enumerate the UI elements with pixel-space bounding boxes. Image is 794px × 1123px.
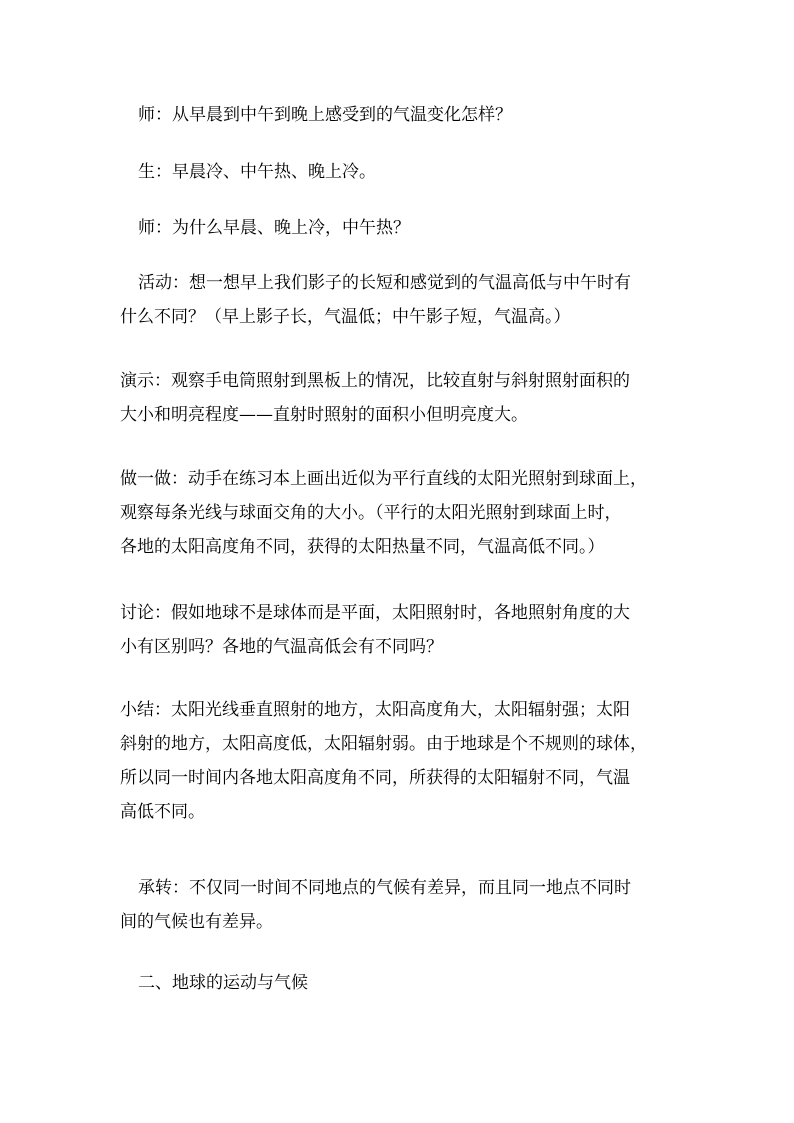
summary-paragraph [120,693,680,829]
text-line: 讨论：假如地球不是球体而是平面，太阳照射时，各地照射角度的大 [120,603,630,623]
demonstration-paragraph [120,364,680,432]
practice-paragraph [120,462,680,564]
transition-paragraph [120,871,680,939]
section-heading [120,966,680,1000]
text-line: 什么不同？（早上影子长，气温低；中午影子短，气温高。） [120,307,571,327]
text-line: 做一做：动手在练习本上画出近似为平行直线的太阳光照射到球面上， [120,469,647,489]
text-line: 小有区别吗？各地的气温高低会有不同吗？ [120,637,443,657]
text-line: 师：为什么早晨、晚上冷，中午热？ [138,218,410,238]
text-line: 生：早晨冷、中午热、晚上冷。 [138,162,376,182]
student-answer [120,155,680,189]
text-line: 大小和明亮程度——直射时照射的面积小但明亮度大。 [120,405,528,425]
text-line: 二、地球的运动与气候 [138,973,308,993]
text-line: 高低不同。 [120,802,205,822]
teacher-question-2 [120,211,680,245]
teacher-question-1 [120,98,680,132]
text-line: 间的气候也有差异。 [120,912,273,932]
text-line: 承转：不仅同一时间不同地点的气候有差异，而且同一地点不同时 [138,878,631,898]
text-line: 小结：太阳光线垂直照射的地方，太阳高度角大，太阳辐射强；太阳 [120,700,630,720]
text-line: 斜射的地方，太阳高度低，太阳辐射弱。由于地球是个不规则的球体， [120,734,647,754]
text-line: 观察每条光线与球面交角的大小。（平行的太阳光照射到球面上时， [120,503,622,523]
activity-paragraph [120,266,680,334]
text-line: 活动：想一想早上我们影子的长短和感觉到的气温高低与中午时有 [138,273,631,293]
text-line: 演示：观察手电筒照射到黑板上的情况，比较直射与斜射照射面积的 [120,371,630,391]
text-line: 所以同一时间内各地太阳高度角不同，所获得的太阳辐射不同，气温 [120,768,630,788]
text-line: 各地的太阳高度角不同，获得的太阳热量不同，气温高低不同。） [120,537,605,557]
discussion-paragraph [120,596,680,664]
text-line: 师：从早晨到中午到晚上感受到的气温变化怎样？ [138,105,512,125]
